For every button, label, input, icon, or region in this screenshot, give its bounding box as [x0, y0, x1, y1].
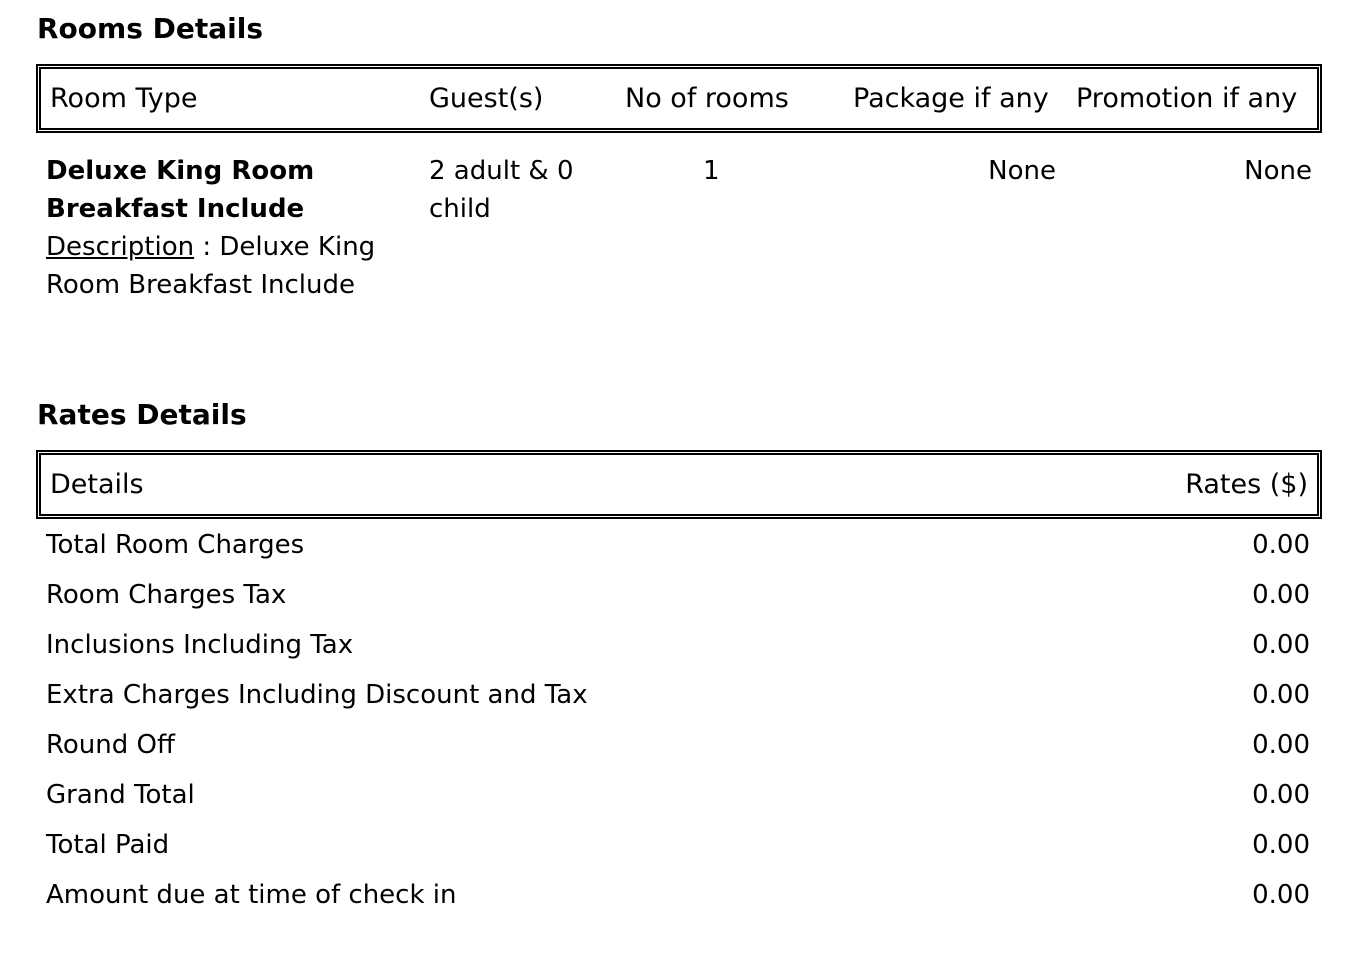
rate-value: 0.00 — [1252, 580, 1310, 610]
rate-row — [46, 870, 1312, 920]
no-of-rooms-value: 1 — [703, 156, 720, 186]
rate-value: 0.00 — [1252, 780, 1310, 810]
room-name-line1: Deluxe King Room — [46, 156, 315, 186]
guests-line1: 2 adult & 0 — [429, 156, 574, 186]
rate-row — [46, 720, 1312, 770]
description-line2: Room Breakfast Include — [46, 270, 355, 300]
rate-label: Round Off — [46, 730, 175, 760]
rate-row — [46, 620, 1312, 670]
rate-value: 0.00 — [1252, 880, 1310, 910]
rate-row — [46, 520, 1312, 570]
rate-label: Total Room Charges — [46, 530, 305, 560]
rooms-table-header — [36, 64, 1322, 133]
rate-label: Amount due at time of check in — [46, 880, 457, 910]
rate-row — [46, 670, 1312, 720]
header-rates: Rates ($) — [1185, 469, 1308, 500]
rate-row — [46, 770, 1312, 820]
rate-label: Extra Charges Including Discount and Tax — [46, 680, 588, 710]
header-package: Package if any — [853, 83, 1049, 114]
rate-label: Total Paid — [46, 830, 170, 860]
rate-label: Room Charges Tax — [46, 580, 287, 610]
promotion-value: None — [1244, 156, 1312, 186]
room-description — [46, 228, 375, 266]
rate-row — [46, 820, 1312, 870]
rates-table-header — [36, 450, 1322, 519]
header-no-of-rooms: No of rooms — [625, 83, 789, 114]
rooms-details-title: Rooms Details — [37, 12, 263, 45]
header-promotion: Promotion if any — [1076, 83, 1298, 114]
rate-label: Inclusions Including Tax — [46, 630, 354, 660]
rates-details-title: Rates Details — [37, 398, 247, 431]
rate-label: Grand Total — [46, 780, 195, 810]
rate-row — [46, 570, 1312, 620]
header-guests: Guest(s) — [429, 83, 544, 114]
rate-value: 0.00 — [1252, 680, 1310, 710]
rate-value: 0.00 — [1252, 730, 1310, 760]
rate-value: 0.00 — [1252, 630, 1310, 660]
header-room-type: Room Type — [50, 83, 198, 114]
guests-line2: child — [429, 194, 491, 224]
rate-value: 0.00 — [1252, 830, 1310, 860]
description-text: : Deluxe King — [194, 232, 376, 262]
header-details: Details — [50, 469, 144, 500]
room-name-line2: Breakfast Include — [46, 194, 305, 224]
rate-value: 0.00 — [1252, 530, 1310, 560]
package-value: None — [988, 156, 1056, 186]
description-label: Description — [46, 232, 195, 262]
